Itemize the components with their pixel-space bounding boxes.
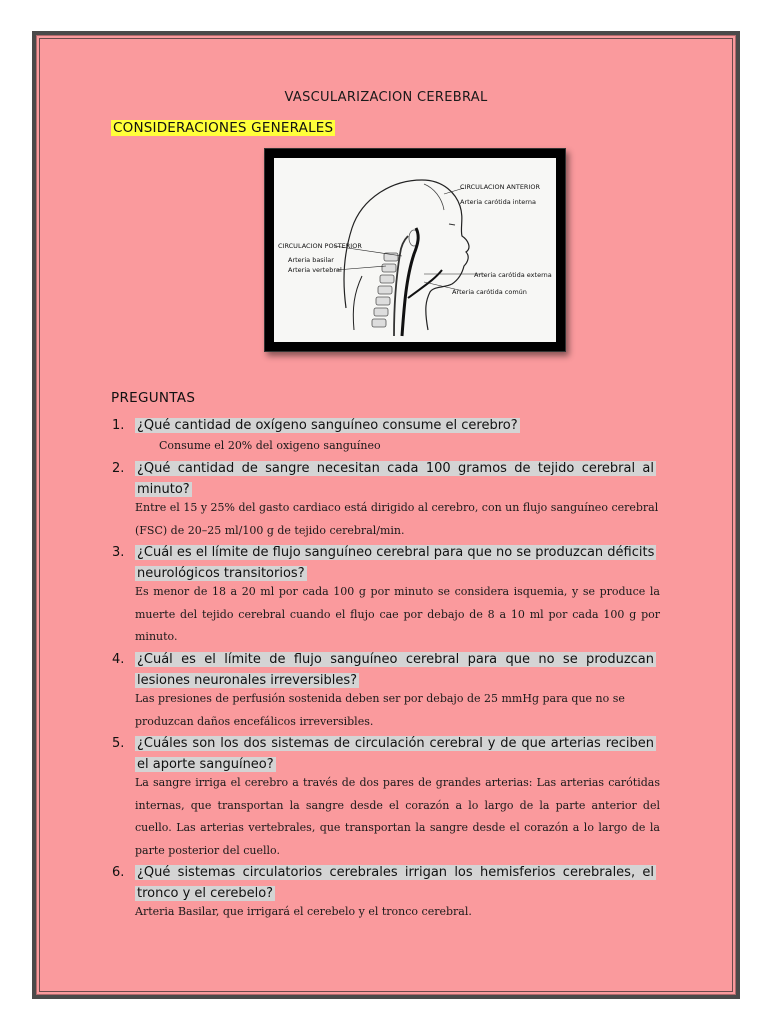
- answer-text: Entre el 15 y 25% del gasto cardiaco está dirigido al cerebro, con un flujo sanguíneo cerebral (FSC) de 20–25 ml/100 g de tejido cerebral/min.: [135, 501, 659, 537]
- question-number: 3.: [112, 545, 125, 560]
- answer-text: Es menor de 18 a 20 ml por cada 100 g por minuto se considera isquemia, y se produce la muerte del tejido cerebral cuando el flujo cae por debajo de 8 a 10 ml por cada 100 g por minuto.: [135, 585, 660, 643]
- question-item: [111, 862, 656, 904]
- answer-text: Las presiones de perfusión sostenida deben ser por debajo de 25 mmHg para que no se produzcan daños encefálicos irreversibles.: [135, 692, 625, 728]
- question-item: [111, 415, 656, 436]
- question-text: ¿Qué cantidad de sangre necesitan cada 100 gramos de tejido cerebral al minuto?: [137, 461, 654, 497]
- question-number: 1.: [112, 418, 125, 433]
- question-number: 6.: [112, 865, 125, 880]
- question-text: ¿Qué sistemas circulatorios cerebrales irrigan los hemisferios cerebrales, el tronco y el cerebelo?: [137, 865, 654, 901]
- question-text: ¿Cuál es el límite de flujo sanguíneo cerebral para que no se produzcan déficits neurológicos transitorios?: [137, 545, 655, 581]
- section-heading: CONSIDERACIONES GENERALES: [113, 120, 334, 136]
- answer-text: La sangre irriga el cerebro a través de dos pares de grandes arterias: Las arterias carótidas internas, que transportan la sangre desde el corazón a lo largo de la parte anterior del cuello. Las arterias vertebrales, que transportan la sangre desde el corazón a lo largo de la parte posterior del cuello.: [135, 776, 660, 857]
- label-arteria-basilar: Arteria basilar: [288, 256, 334, 264]
- question-item: [111, 542, 656, 584]
- question-item: [111, 649, 656, 691]
- label-carotida-externa: Arteria carótida externa: [474, 271, 552, 279]
- question-number: 2.: [112, 461, 125, 476]
- question-text: ¿Cuál es el límite de flujo sanguíneo cerebral para que no se produzcan lesiones neuronales irreversibles?: [137, 652, 654, 688]
- label-circulacion-anterior: CIRCULACION ANTERIOR: [460, 183, 540, 191]
- document-page: [32, 31, 740, 999]
- question-number: 5.: [112, 736, 125, 751]
- figure-canvas: [274, 158, 556, 342]
- document-title: VASCULARIZACION CEREBRAL: [284, 90, 488, 105]
- label-carotida-comun: Arteria carótida común: [452, 288, 527, 296]
- label-carotida-interna: Arteria carótida interna: [460, 198, 536, 206]
- answer-text: Arteria Basilar, que irrigará el cerebelo y el tronco cerebral.: [135, 905, 472, 918]
- preguntas-heading: PREGUNTAS: [111, 390, 196, 406]
- question-text: ¿Cuáles son los dos sistemas de circulación cerebral y de que arterias reciben el aporte sanguíneo?: [137, 736, 654, 772]
- question-item: [111, 458, 656, 500]
- answer-text: Consume el 20% del oxigeno sanguíneo: [159, 439, 381, 452]
- label-arteria-vertebral: Arteria vertebral: [288, 266, 342, 274]
- question-item: [111, 733, 656, 775]
- question-text: ¿Qué cantidad de oxígeno sanguíneo consume el cerebro?: [137, 418, 518, 433]
- question-number: 4.: [112, 652, 125, 667]
- label-circulacion-posterior: CIRCULACION POSTERIOR: [278, 242, 362, 250]
- head-neck-arteries-figure: [264, 148, 566, 352]
